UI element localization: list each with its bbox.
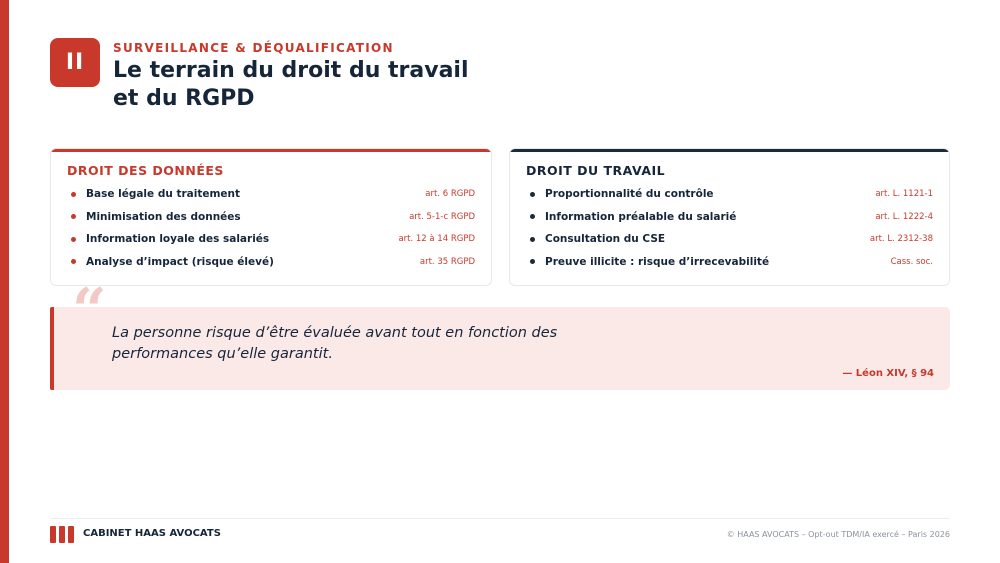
bullet-icon <box>530 214 535 219</box>
list-item <box>67 228 475 251</box>
bullet-icon <box>530 259 535 264</box>
list-item <box>526 228 933 251</box>
card-item-list <box>526 183 933 273</box>
bullet-icon <box>71 237 76 242</box>
item-reference: art. L. 1222-4 <box>875 211 933 222</box>
item-label: Consultation du CSE <box>545 233 666 246</box>
card-item-list <box>67 183 475 273</box>
card-top-border <box>510 149 949 152</box>
item-reference: art. L. 1121-1 <box>875 189 933 200</box>
quote-block <box>50 276 950 390</box>
item-reference: Cass. soc. <box>890 256 933 267</box>
brand-logo-icon <box>50 526 74 543</box>
card-title: DROIT DU TRAVAIL <box>526 163 666 178</box>
section-kicker: SURVEILLANCE & DÉQUALIFICATION <box>113 41 394 55</box>
bullet-icon <box>530 237 535 242</box>
data-law-card <box>50 148 492 286</box>
item-label: Analyse d’impact (risque élevé) <box>86 255 274 268</box>
bullet-icon <box>71 259 76 264</box>
footer-copyright: © HAAS AVOCATS – Opt-out TDM/IA exercé – Paris 2026 <box>726 530 950 539</box>
item-label: Base légale du traitement <box>86 188 241 201</box>
list-item <box>67 183 475 206</box>
labour-law-card <box>509 148 950 286</box>
section-number-badge: II <box>50 38 100 87</box>
bullet-icon <box>71 192 76 197</box>
list-item <box>526 183 933 206</box>
bullet-icon <box>530 192 535 197</box>
list-item <box>67 251 475 274</box>
quote-text: La personne risque d’être évaluée avant tout en fonction des performances qu’elle garantit. <box>112 325 558 362</box>
item-label: Information loyale des salariés <box>86 233 270 246</box>
left-accent-bar <box>0 0 9 563</box>
item-reference: art. 6 RGPD <box>425 189 475 200</box>
footer-divider <box>50 518 950 519</box>
card-title: DROIT DES DONNÉES <box>67 163 224 178</box>
item-label: Preuve illicite : risque d’irrecevabilité <box>545 255 770 268</box>
item-reference: art. 5-1-c RGPD <box>409 211 475 222</box>
item-label: Information préalable du salarié <box>545 210 737 223</box>
item-label: Proportionnalité du contrôle <box>545 188 714 201</box>
item-reference: art. 35 RGPD <box>419 256 475 267</box>
card-top-border <box>51 149 491 152</box>
item-label: Minimisation des données <box>86 210 241 223</box>
list-item <box>526 251 933 274</box>
page-title: Le terrain du droit du travail et du RGPD <box>113 58 469 111</box>
quote-accent-bar <box>50 307 54 390</box>
quote-author: — Léon XIV, § 94 <box>842 368 934 379</box>
quote-mark-icon: “ <box>72 276 107 346</box>
bullet-icon <box>71 214 76 219</box>
footer-brand: CABINET HAAS AVOCATS <box>83 528 221 539</box>
list-item <box>67 206 475 229</box>
list-item <box>526 206 933 229</box>
item-reference: art. L. 2312-38 <box>869 234 933 245</box>
item-reference: art. 12 à 14 RGPD <box>398 234 475 245</box>
